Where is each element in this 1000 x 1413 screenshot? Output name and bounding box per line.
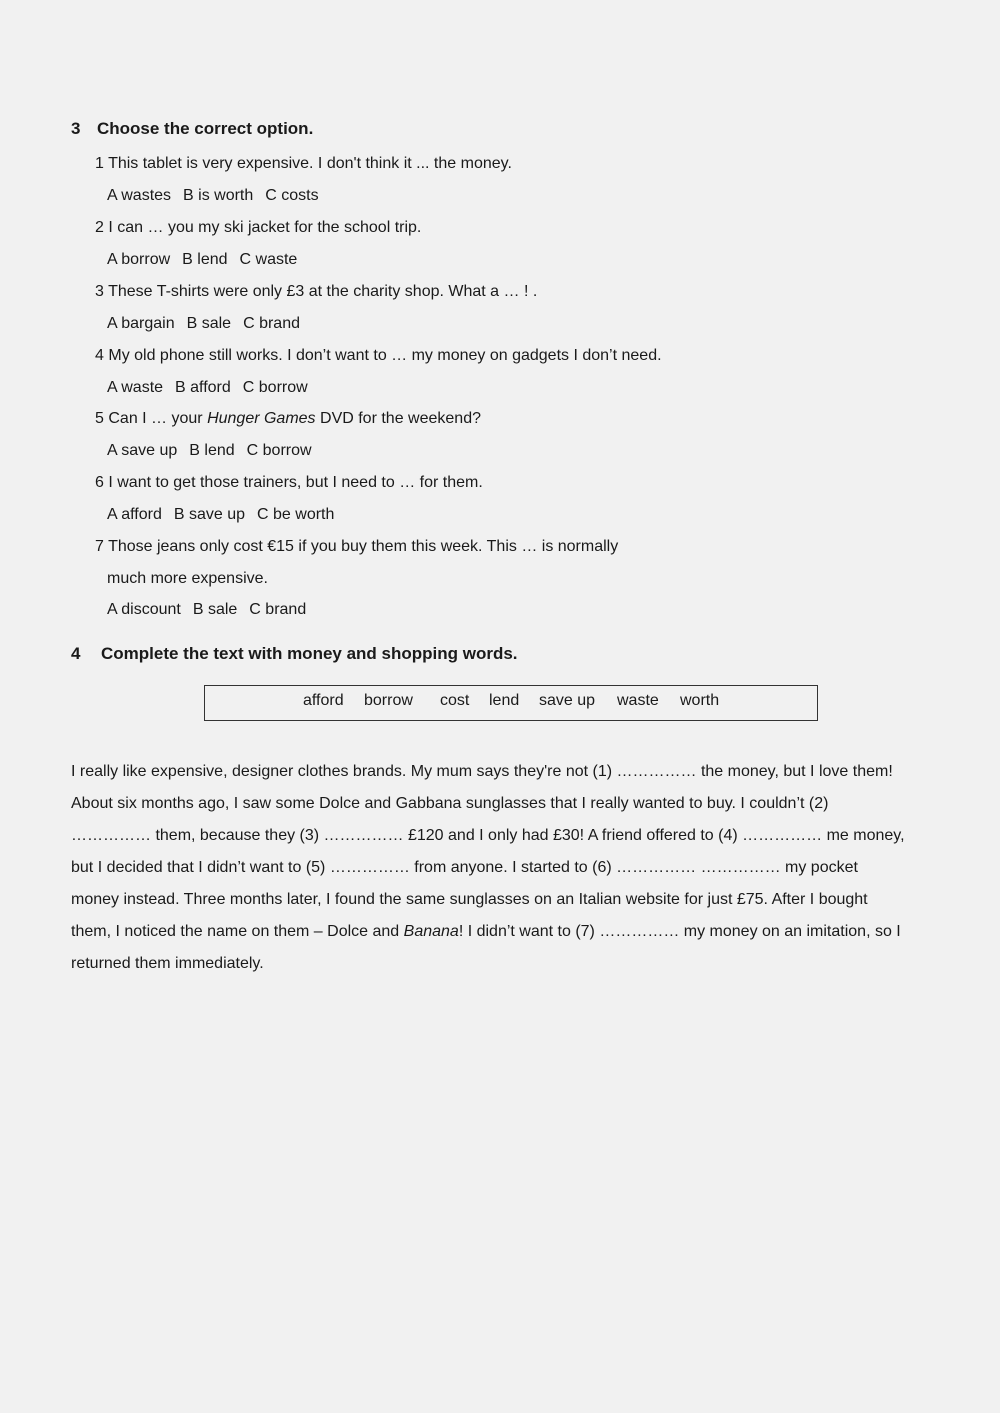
option-c[interactable]: C costs [265, 187, 319, 204]
question-5-options [107, 441, 312, 461]
brand-name: Banana [403, 923, 459, 940]
question-7-continuation: much more expensive. [107, 570, 268, 587]
option-c[interactable]: C waste [239, 251, 298, 268]
option-a[interactable]: A borrow [107, 251, 171, 268]
option-a[interactable]: A bargain [107, 315, 175, 332]
passage-line: them, I noticed the name on them – Dolce and Banana! I didn’t want to (7) …………… my money on an imitation, so I [71, 923, 901, 940]
question-7-options [107, 600, 306, 620]
question-2-options [107, 250, 297, 270]
question-7: 7 Those jeans only cost €15 if you buy them this week. This … is normally [95, 538, 619, 555]
question-4-options [107, 378, 308, 398]
word-waste[interactable]: waste [617, 692, 659, 709]
question-3-options [107, 314, 300, 334]
film-title: Hunger Games [207, 410, 316, 427]
question-5: 5 Can I … your Hunger Games DVD for the weekend? [95, 410, 481, 427]
option-c[interactable]: C brand [243, 315, 300, 332]
option-c[interactable]: C borrow [246, 442, 312, 459]
passage-line: money instead. Three months later, I found the same sunglasses on an Italian website for just £75. After I bought [71, 891, 868, 908]
passage-line: About six months ago, I saw some Dolce and Gabbana sunglasses that I really wanted to buy. I couldn’t (2) [71, 795, 829, 812]
option-a[interactable]: A afford [107, 506, 162, 523]
word-cost[interactable]: cost [440, 692, 470, 709]
passage-line: …………… them, because they (3) …………… £120 and I only had £30! A friend offered to (4) …………… me money, [71, 827, 905, 844]
exercise-title: Choose the correct option. [97, 119, 314, 138]
word-afford[interactable]: afford [303, 692, 344, 709]
exercise-title: Complete the text with money and shopping words. [101, 644, 518, 663]
option-b[interactable]: B lend [182, 251, 228, 268]
option-b[interactable]: B lend [189, 442, 235, 459]
option-a[interactable]: A save up [107, 442, 178, 459]
exercise-number: 3 [71, 119, 81, 138]
option-b[interactable]: B sale [192, 601, 238, 618]
exercise-3-heading [71, 119, 313, 139]
word-lend[interactable]: lend [489, 692, 520, 709]
question-1: 1 This tablet is very expensive. I don't think it ... the money. [95, 155, 512, 172]
option-a[interactable]: A waste [107, 379, 164, 396]
option-b[interactable]: B save up [173, 506, 246, 523]
word-borrow[interactable]: borrow [364, 692, 413, 709]
option-c[interactable]: C borrow [242, 379, 308, 396]
question-6-options [107, 505, 334, 525]
question-4: 4 My old phone still works. I don’t want to … my money on gadgets I don’t need. [95, 347, 662, 364]
option-b[interactable]: B is worth [183, 187, 254, 204]
question-1-options [107, 186, 319, 206]
option-a[interactable]: A wastes [107, 187, 172, 204]
question-3: 3 These T-shirts were only £3 at the charity shop. What a … ! . [95, 283, 538, 300]
option-b[interactable]: B afford [175, 379, 231, 396]
passage-line: returned them immediately. [71, 955, 264, 972]
option-a[interactable]: A discount [107, 601, 181, 618]
option-b[interactable]: B sale [186, 315, 232, 332]
word-box [204, 685, 818, 721]
option-c[interactable]: C brand [249, 601, 307, 618]
question-6: 6 I want to get those trainers, but I need to … for them. [95, 474, 483, 491]
passage-line: but I decided that I didn’t want to (5) …………… from anyone. I started to (6) …………… …………… my pocket [71, 859, 858, 876]
exercise-number: 4 [71, 644, 81, 663]
word-save-up[interactable]: save up [539, 692, 596, 709]
option-c[interactable]: C be worth [257, 506, 335, 523]
word-worth[interactable]: worth [680, 692, 720, 709]
question-2: 2 I can … you my ski jacket for the school trip. [95, 219, 422, 236]
passage-line: I really like expensive, designer clothes brands. My mum says they're not (1) …………… the money, but I love them! [71, 763, 893, 780]
exercise-4-heading [71, 644, 518, 664]
